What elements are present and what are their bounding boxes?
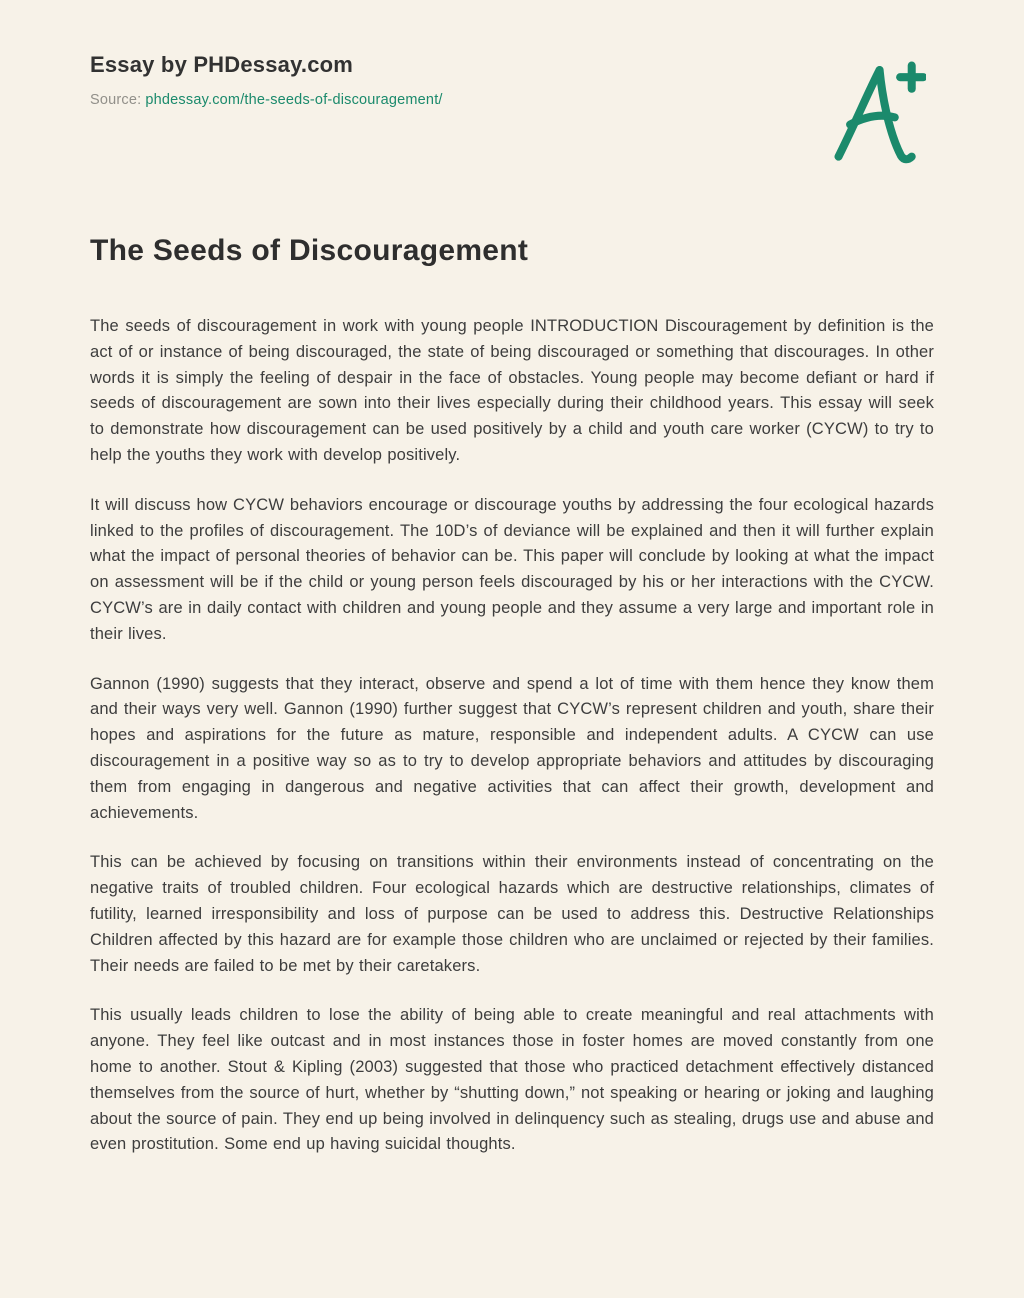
essay-paragraph-5: This usually leads children to lose the ability of being able to create meaningful and real attachments with anyone. They feel like outcast and in most instances those in foster homes are moved constantly from one home to another. Stout & Kipling (2003) suggested that those who practiced detachment effectively distanced themselves from the source of hurt, whether by “shutting down,” not speaking or hearing or joking and laughing about the source of pain. They end up being involved in delinquency such as stealing, drugs use and abuse and even prostitution. Some end up having suicidal thoughts. [90, 1006, 934, 1154]
essay-paragraph-3: Gannon (1990) suggests that they interact, observe and spend a lot of time with them hence they know them and their ways very well. Gannon (1990) further suggest that CYCW’s represent children and youth, share their hopes and aspirations for the future as mature, responsible and independent adults. A CYCW can use discouragement in a positive way so as to try to develop appropriate behaviors and attitudes by discouraging them from engaging in dangerous and negative activities that can affect their growth, development and achievements. [90, 674, 934, 822]
header-left [90, 52, 443, 108]
phdessay-a-plus-logo-icon [826, 56, 926, 168]
essay-paragraph-2: It will discuss how CYCW behaviors encourage or discourage youths by addressing the four ecological hazards linked to the profiles of discouragement. The 10D’s of deviance will be explained and then it will further explain what the impact of personal theories of behavior can be. This paper will conclude by looking at what the impact on assessment will be if the child or young person feels discouraged by his or her interactions with the CYCW. CYCW’s are in daily contact with children and young people and they assume a very large and important role in their lives. [90, 495, 934, 643]
byline: Essay by PHDessay.com [90, 52, 354, 77]
essay-body [90, 314, 934, 1158]
essay-title: The Seeds of Discouragement [90, 234, 529, 267]
essay-paragraph-4: This can be achieved by focusing on transitions within their environments instead of concentrating on the negative traits of troubled children. Four ecological hazards which are destructive relationships, climates of futility, learned irresponsibility and loss of purpose can be used to address this. Destructive Relationships Children affected by this hazard are for example those children who are unclaimed or rejected by their families. Their needs are failed to be met by their caretakers. [90, 853, 934, 975]
essay-paragraph-1: The seeds of discouragement in work with young people INTRODUCTION Discouragement by definition is the act of or instance of being discouraged, the state of being discouraged or something that discourages. In other words it is simply the feeling of despair in the face of obstacles. Young people may become defiant or hard if seeds of discouragement are sown into their lives especially during their childhood years. This essay will seek to demonstrate how discouragement can be used positively by a child and youth care worker (CYCW) to try to help the youths they work with develop positively. [90, 317, 934, 464]
source-label: Source: [90, 92, 142, 108]
source-link[interactable]: phdessay.com/the-seeds-of-discouragement/ [145, 92, 443, 108]
source-line [90, 92, 443, 108]
header [90, 52, 934, 168]
